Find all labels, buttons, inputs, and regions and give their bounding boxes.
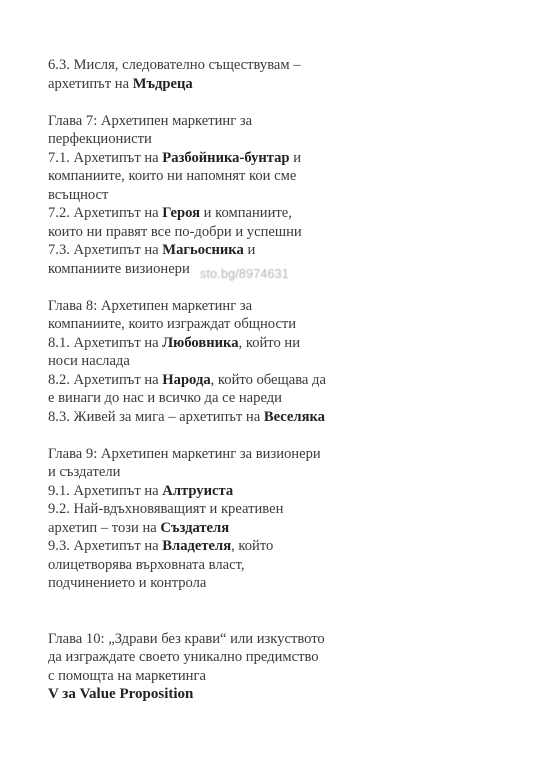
archetype-caregiver: Алтруиста xyxy=(162,482,234,499)
table-of-contents xyxy=(48,56,368,704)
toc-item-7-3-cont: компаниите визионери xyxy=(48,260,190,277)
toc-item-9-1: 9.1. Архетипът на Алтруиста xyxy=(48,482,234,499)
chapter-10-title: Глава 10: „Здрави без крави“ или изкуството xyxy=(48,630,325,647)
archetype-everyman: Народа xyxy=(162,371,211,388)
watermark: sto.bg/8974631 xyxy=(200,267,289,281)
toc-item-9-3-cont: олицетворява върховната власт, xyxy=(48,556,245,573)
archetype-rebel: Разбойника-бунтар xyxy=(162,149,290,166)
toc-item-9-3-cont2: подчинението и контрола xyxy=(48,575,207,591)
archetype-sage: Мъдреца xyxy=(132,75,193,92)
archetype-creator: Създателя xyxy=(160,519,230,536)
chapter-7-title: Глава 7: Архетипен маркетинг за xyxy=(48,112,253,129)
toc-item-9-2: 9.2. Най-вдъхновяващият и креативен xyxy=(48,501,284,517)
toc-item-8-1-cont: носи наслада xyxy=(48,353,130,369)
archetype-magician: Магьосника xyxy=(162,242,244,258)
toc-item-7-3: 7.3. Архетипът на Магьосника и xyxy=(48,242,256,258)
toc-item-6-3: 6.3. Мисля, следователно съществувам – xyxy=(48,57,301,73)
chapter-9-title-cont: и създатели xyxy=(48,464,121,480)
archetype-ruler: Владетеля xyxy=(162,538,232,554)
chapter-10-title-cont2: с помощта на маркетинга xyxy=(48,667,206,684)
toc-item-8-2-cont: е винаги до нас и всичко да се нареди xyxy=(48,390,282,406)
chapter-8-title-cont: компаниите, които изграждат общности xyxy=(48,316,297,332)
archetype-jester: Веселяка xyxy=(263,408,325,425)
toc-item-6-3-cont: архетипът на Мъдреца xyxy=(48,75,193,92)
archetype-lover: Любовника xyxy=(162,334,239,351)
toc-item-7-2: 7.2. Архетипът на Героя и компаниите, xyxy=(48,205,292,221)
toc-item-8-1: 8.1. Архетипът на Любовника, който ни xyxy=(48,334,301,351)
toc-item-8-3: 8.3. Живей за мига – архетипът на Веселяка xyxy=(48,408,325,425)
chapter-8-title: Глава 8: Архетипен маркетинг за xyxy=(48,297,253,314)
toc-item-7-1-cont2: всъщност xyxy=(48,186,109,203)
chapter-10-title-cont: да изграждате своето уникално предимство xyxy=(48,649,319,665)
toc-item-8-2: 8.2. Архетипът на Народа, който обещава да xyxy=(48,371,326,388)
toc-item-7-2-cont: които ни правят все по-добри и успешни xyxy=(48,223,302,240)
toc-item-7-1: 7.1. Архетипът на Разбойника-бунтар и xyxy=(48,149,302,166)
toc-item-9-2-cont: архетип – този на Създателя xyxy=(48,519,230,536)
toc-item-7-1-cont: компаниите, които ни напомнят кои сме xyxy=(48,168,297,184)
section-subtitle: V за Value Proposition xyxy=(48,686,194,702)
toc-item-9-3: 9.3. Архетипът на Владетеля, който xyxy=(48,538,274,554)
chapter-9-title: Глава 9: Архетипен маркетинг за визионери xyxy=(48,445,321,462)
archetype-hero: Героя xyxy=(162,205,200,221)
chapter-7-title-cont: перфекционисти xyxy=(48,131,152,147)
